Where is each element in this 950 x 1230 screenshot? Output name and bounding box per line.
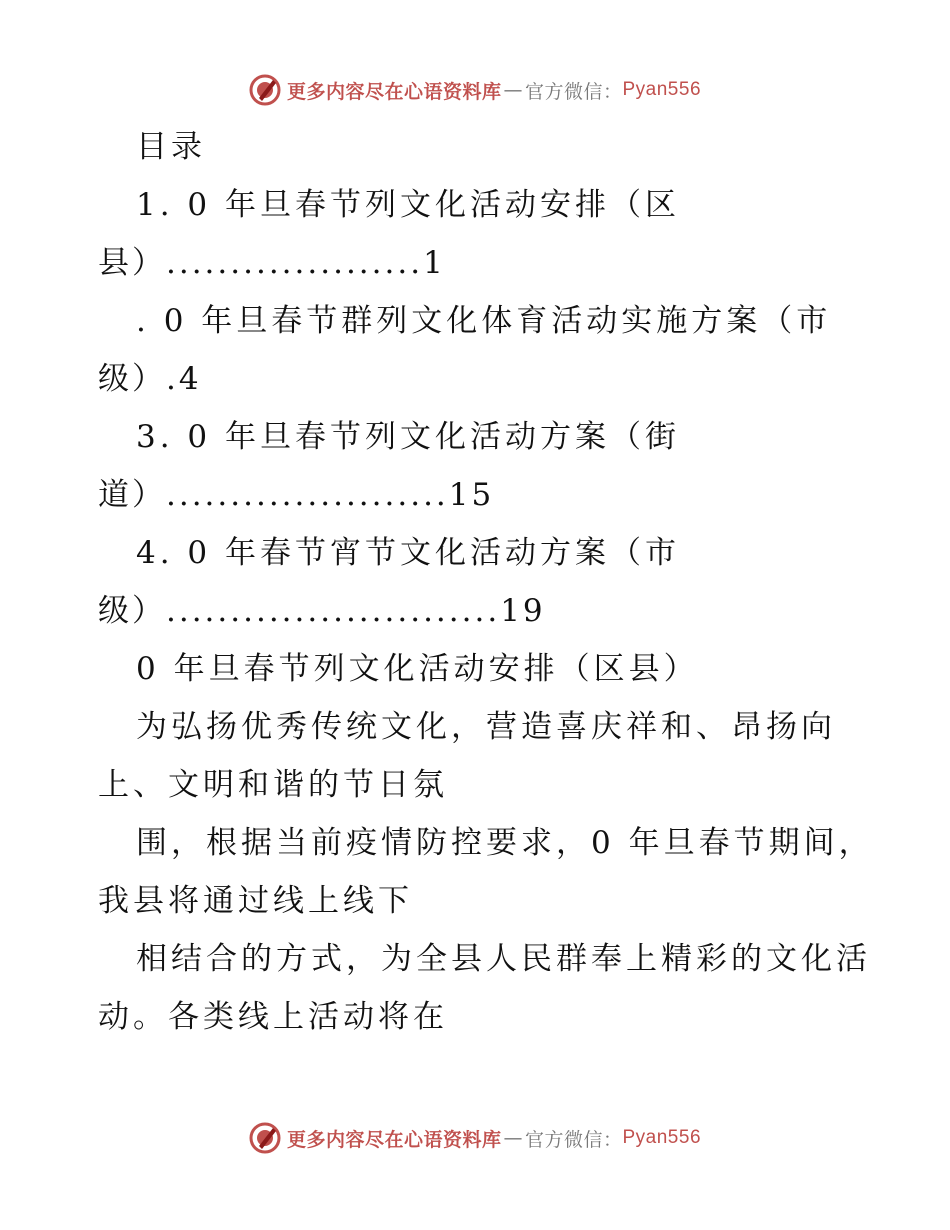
paragraph-line: 上、文明和谐的节日氛 xyxy=(98,767,448,803)
paragraph-line: 相结合的方式，为全县人民群奉上精彩的文化活 xyxy=(136,941,871,977)
banner-dash: — xyxy=(503,1127,523,1149)
document-body xyxy=(98,118,878,1046)
toc-item-3-page: 道）......................15 xyxy=(98,477,495,513)
toc-item-1: 1. 0 年旦春节列文化活动安排（区 xyxy=(136,187,681,223)
toc-item-4-page: 级）..........................19 xyxy=(98,593,546,629)
paragraph-line: 动。各类线上活动将在 xyxy=(98,999,448,1035)
banner-wechat-id: Pyan556 xyxy=(622,79,702,100)
toc-item-4: 4. 0 年春节宵节文化活动方案（市 xyxy=(136,535,681,571)
footer-watermark-banner xyxy=(0,1118,950,1158)
header-watermark-banner xyxy=(0,70,950,110)
toc-item-2-page: 级）.4 xyxy=(98,361,202,397)
banner-wechat-label: 官方微信： xyxy=(524,1128,623,1151)
paragraph-line: 为弘扬优秀传统文化，营造喜庆祥和、昂扬向 xyxy=(136,709,836,745)
paragraph-line: 围，根据当前疫情防控要求，0 年旦春节期间， xyxy=(136,825,874,861)
pen-logo-icon xyxy=(249,74,281,106)
toc-title: 目录 xyxy=(136,129,206,165)
banner-wechat-id: Pyan556 xyxy=(622,1127,702,1148)
banner-text: 更多内容尽在心语资料库 xyxy=(286,80,502,103)
banner-wechat-label: 官方微信： xyxy=(524,80,623,103)
banner-dash: — xyxy=(503,79,523,101)
toc-item-2: . 0 年旦春节群列文化体育活动实施方案（市 xyxy=(136,303,832,339)
banner-text: 更多内容尽在心语资料库 xyxy=(286,1128,502,1151)
toc-item-1-page: 县）....................1 xyxy=(98,245,446,281)
toc-item-3: 3. 0 年旦春节列文化活动方案（街 xyxy=(136,419,681,455)
section-heading: 0 年旦春节列文化活动安排（区县） xyxy=(136,651,699,687)
pen-logo-icon xyxy=(249,1122,281,1154)
paragraph-line: 我县将通过线上线下 xyxy=(98,883,413,919)
